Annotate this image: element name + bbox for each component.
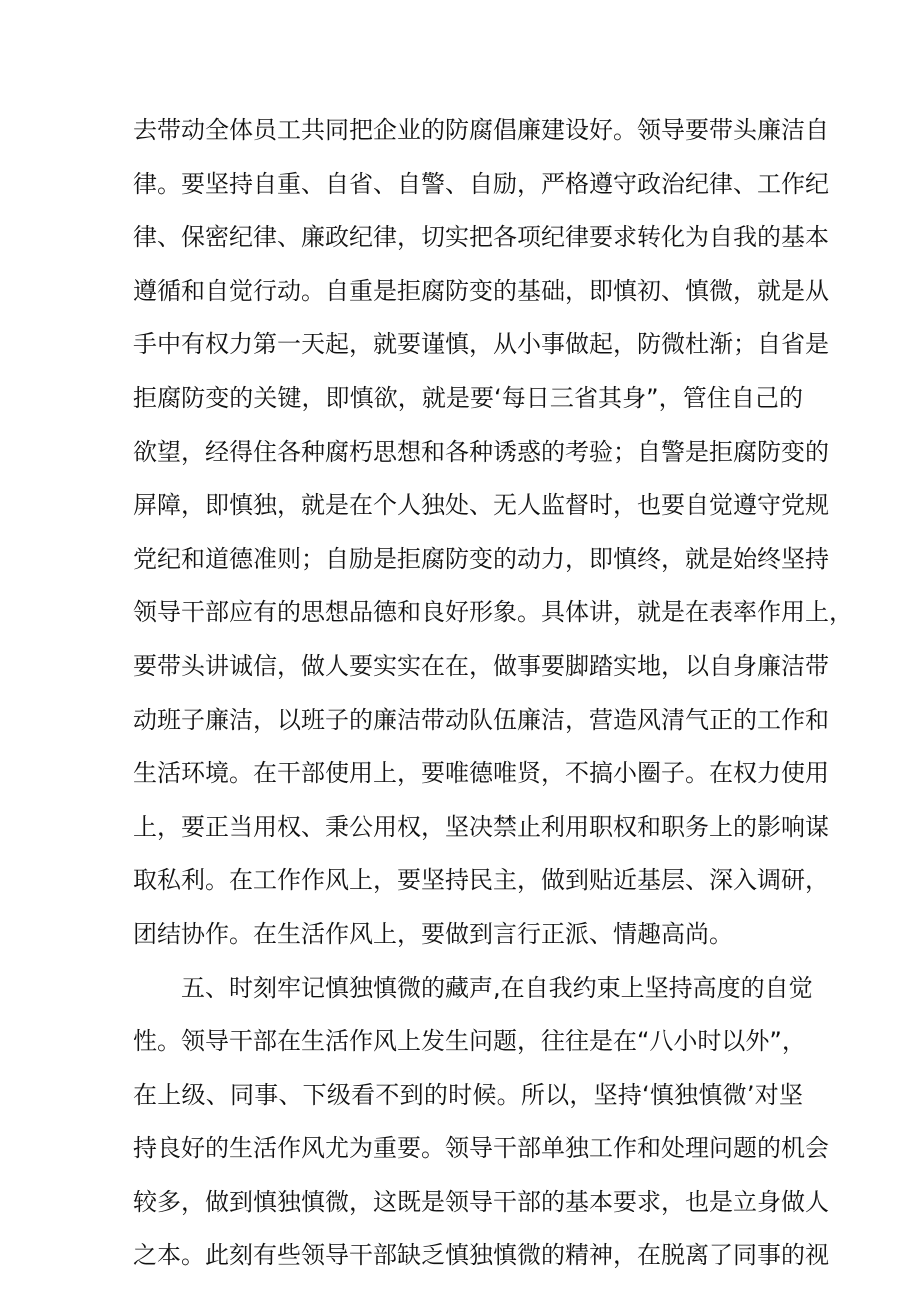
text-line: 屏障，即慎独，就是在个人独处、无人监督时，也要自觉遵守党规: [133, 491, 829, 520]
text-line: 取私利。在工作作风上，要坚持民主，做到贴近基层、深入调研，: [133, 866, 829, 895]
text-line: 律。要坚持自重、自省、自警、自励，严格遵守政治纪律、工作纪: [133, 169, 829, 198]
text-line: 律、保密纪律、廉政纪律，切实把各项纪律要求转化为自我的基本: [133, 223, 829, 252]
text-line: 遵循和自觉行动。自重是拒腐防变的基础，即慎初、慎微，就是从: [133, 276, 829, 305]
body-text: [133, 104, 853, 1283]
text-line: 团结协作。在生活作风上，要做到言行正派、情趣高尚。: [133, 919, 733, 948]
text-line: 手中有权力第一天起，就要谨慎，从小事做起，防微杜渐；自省是: [133, 330, 829, 359]
text-line: 欲望，经得住各种腐朽思想和各种诱惑的考验；自警是拒腐防变的: [133, 437, 829, 466]
text-line: 去带动全体员工共同把企业的防腐倡廉建设好。领导要带头廉洁自: [133, 116, 829, 144]
text-line: 生活环境。在干部使用上，要唯德唯贤，不搞小圈子。在权力使用: [133, 759, 829, 788]
paragraph-1: [133, 104, 853, 962]
text-line: 之本。此刻有些领导干部缺乏慎独慎微的精神，在脱离了同事的视: [133, 1241, 829, 1270]
text-line: 持良好的生活作风尤为重要。领导干部单独工作和处理问题的机会: [133, 1134, 829, 1163]
text-line: 要带头讲诚信，做人要实实在在，做事要脚踏实地，以自身廉洁带: [133, 651, 829, 680]
text-line: 较多，做到慎独慎微，这既是领导干部的基本要求，也是立身做人: [133, 1187, 829, 1216]
text-line: 上，要正当用权、秉公用权，坚决禁止利用职权和职务上的影响谋: [133, 812, 829, 841]
text-line: 党纪和道德准则；自励是拒腐防变的动力，即慎终，就是始终坚持: [133, 544, 829, 573]
text-line: 五、时刻牢记慎独慎微的藏声,在自我约束上坚持高度的自觉: [181, 973, 813, 1002]
text-line: 领导干部应有的思想品德和良好形象。具体讲，就是在表率作用上，: [133, 598, 853, 627]
text-line: 动班子廉洁，以班子的廉洁带动队伍廉洁，营造风清气正的工作和: [133, 705, 829, 734]
paragraph-2: [133, 962, 829, 1284]
text-line: 拒腐防变的关键，即慎欲，就是要‘每日三省其身”，管住自己的: [133, 383, 803, 412]
text-line: 在上级、同事、下级看不到的时候。所以，坚持‘慎独慎微’对坚: [133, 1080, 803, 1109]
text-line: 性。领导干部在生活作风上发生问题，往往是在“八小时以外”，: [133, 1027, 806, 1056]
